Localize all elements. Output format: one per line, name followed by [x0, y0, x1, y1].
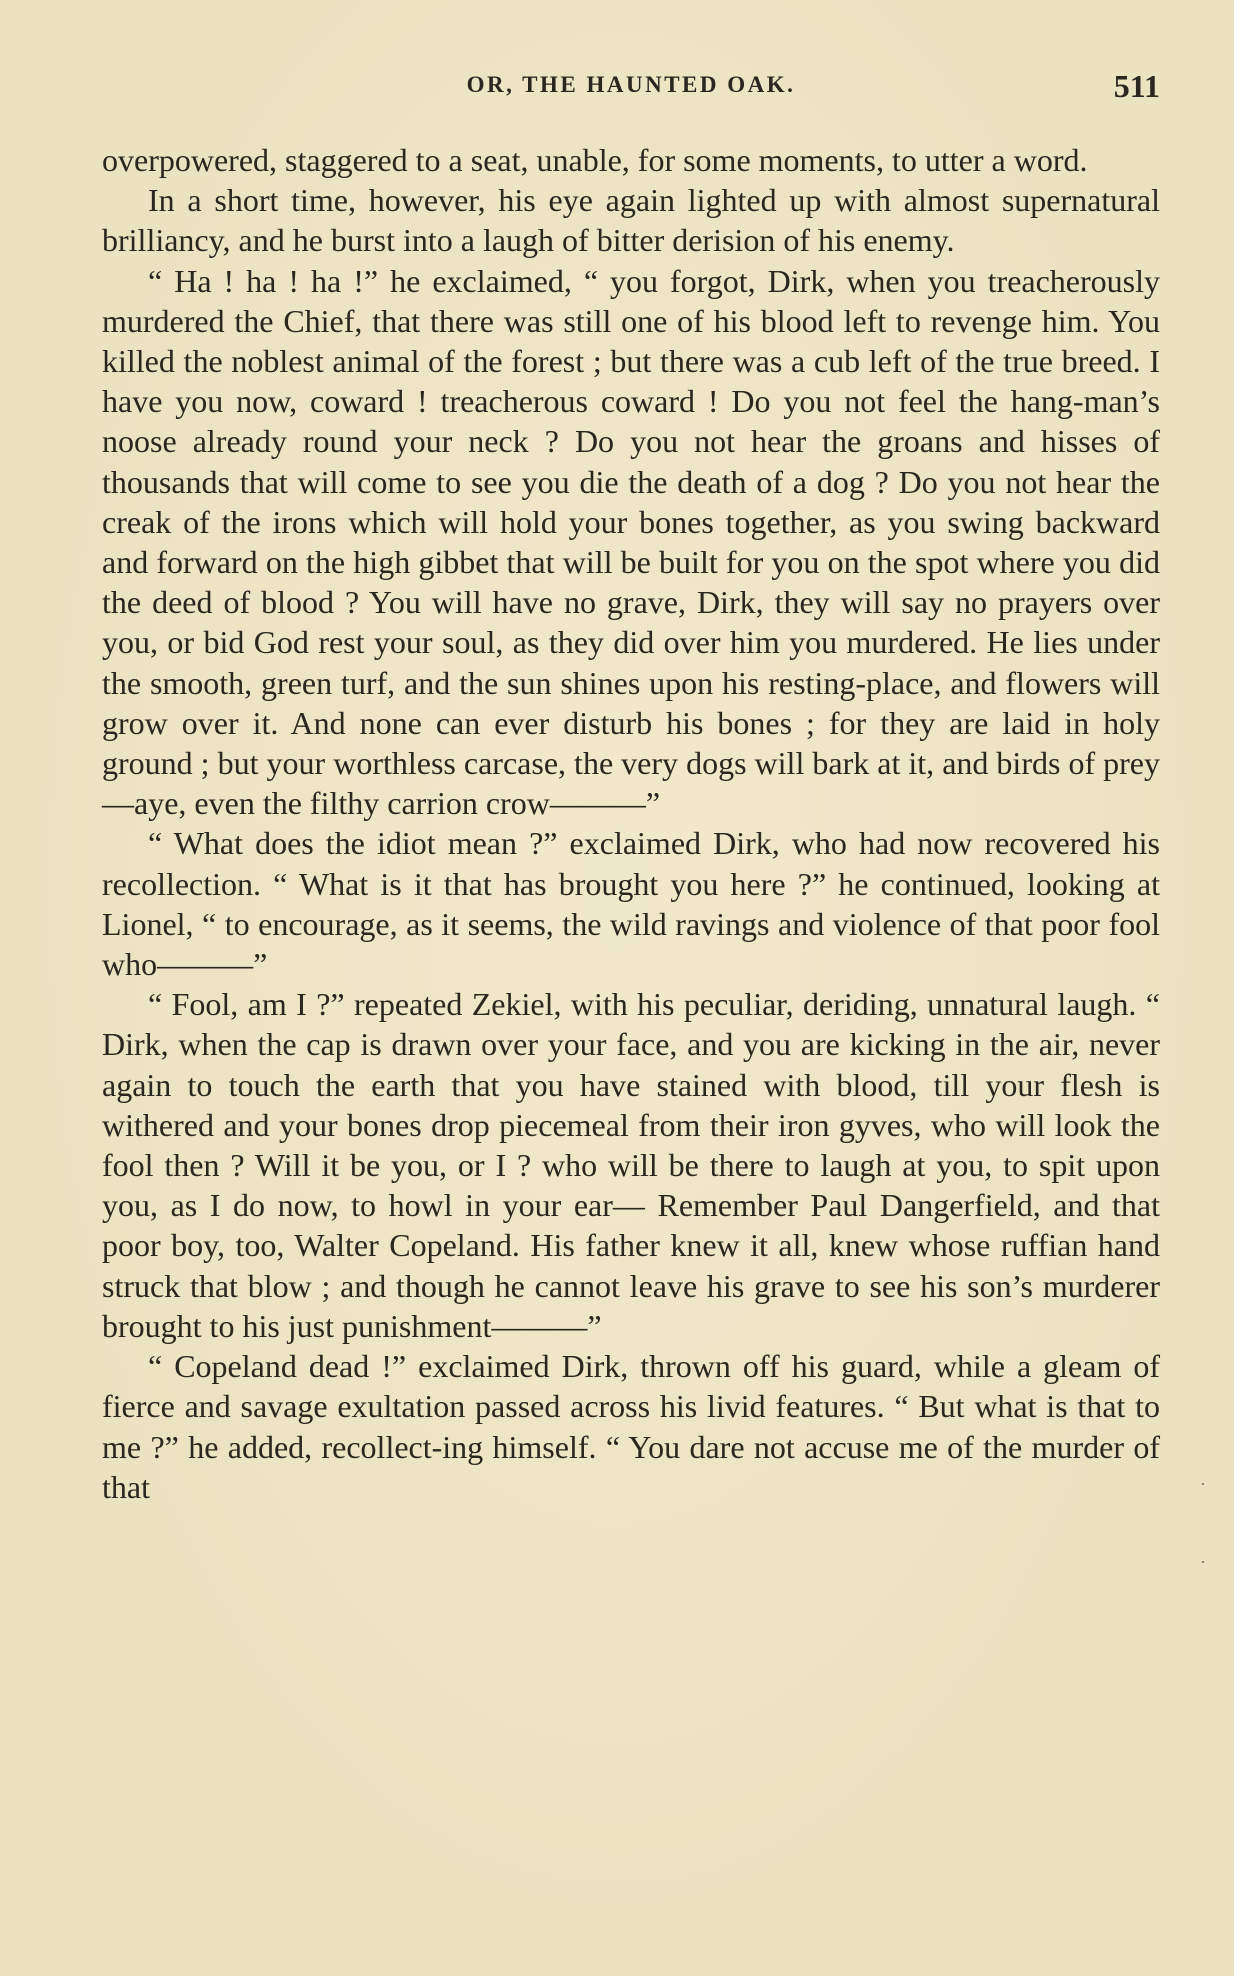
paragraph-3: “ Ha ! ha ! ha !” he exclaimed, “ you forgot, Dirk, when you treacherously murdered the Chief, that there was still one of his blood left to revenge him. You killed the noblest animal of the forest ; but there was a cub left of the true breed. I have you now, coward ! treacherous coward ! Do you not feel the hang-man’s noose already round your neck ? Do you not hear the groans and hisses of thousands that will come to see you die the death of a dog ? Do you not hear the creak of the irons which will hold your bones together, as you swing backward and forward on the high gibbet that will be built for you on the spot where you did the deed of blood ? You will have no grave, Dirk, they will say no prayers over you, or bid God rest your soul, as they did over him you murdered. He lies under the smooth, green turf, and the sun shines upon his resting-place, and flowers will grow over it. And none can ever disturb his bones ; for they are laid in holy ground ; but your worthless carcase, the very dogs will bark at it, and birds of prey—aye, even the filthy carrion crow———”	[102, 262, 1160, 822]
paragraph-1: overpowered, staggered to a seat, unable, for some moments, to utter a word.	[102, 142, 1088, 178]
paragraph-4: “ What does the idiot mean ?” exclaimed Dirk, who had now recovered his recollection. “ What is it that has brought you here ?” he continued, looking at Lionel, “ to encourage, as it seems, the wild ravings and violence of that poor fool who———”	[102, 825, 1160, 983]
margin-speck: ·	[1200, 1474, 1206, 1494]
paragraph-5: “ Fool, am I ?” repeated Zekiel, with his peculiar, deriding, unnatural laugh. “ Dirk, when the cap is drawn over your face, and you are kicking in the air, never again to touch the earth that you have stained with blood, till your flesh is withered and your bones drop piecemeal from their iron gyves, who will look the fool then ? Will it be you, or I ? who will be there to laugh at you, to spit upon you, as I do now, to howl in your ear— Remember Paul Dangerfield, and that poor boy, too, Walter Copeland. His father knew it all, knew whose ruffian hand struck that blow ; and though he cannot leave his grave to see his son’s murderer brought to his just punishment———”	[102, 986, 1160, 1344]
page-number: 511	[1113, 68, 1160, 104]
running-head	[102, 68, 1160, 108]
paragraph-6: “ Copeland dead !” exclaimed Dirk, thrown off his guard, while a gleam of fierce and savage exultation passed across his livid features. “ But what is that to me ?” he added, recollect-ing himself. “ You dare not accuse me of the murder of that	[102, 1348, 1160, 1505]
running-title: OR, THE HAUNTED OAK.	[466, 72, 796, 97]
paragraph-2: In a short time, however, his eye again lighted up with almost supernatural brilliancy, and he burst into a laugh of bitter derision of his enemy.	[102, 182, 1160, 259]
margin-speck: ·	[1200, 1552, 1206, 1572]
body-text	[102, 140, 1160, 1507]
